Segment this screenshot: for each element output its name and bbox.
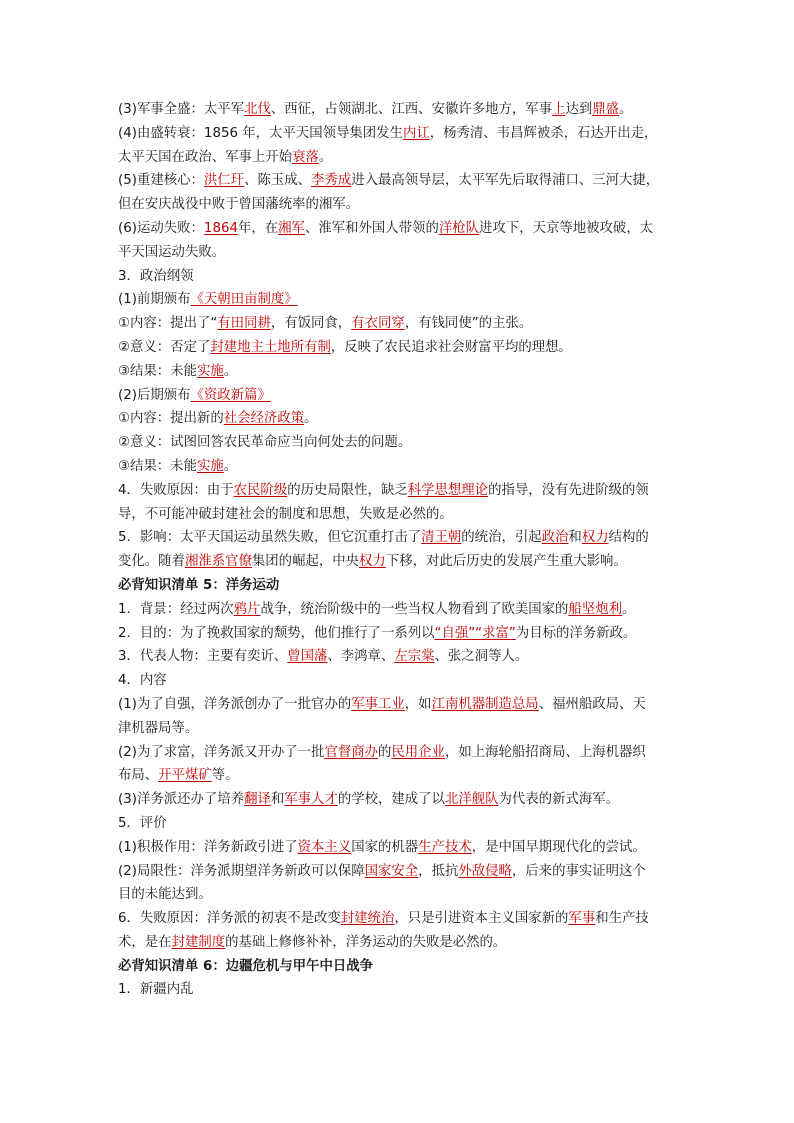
section-content: 4．内容 <box>118 673 167 689</box>
keyword: 科学思想理论 <box>407 482 489 498</box>
failure-cause-line-2: 导，不可能冲破封建社会的制度和思想，失败是必然的。 <box>118 506 453 522</box>
keyword: 内讧 <box>402 125 430 141</box>
late-content-line: ①内容：提出新的社会经济政策。 <box>118 411 318 427</box>
keyword: 军事工业 <box>351 696 405 712</box>
keyword: 洪仁玕 <box>203 173 245 189</box>
rebuild-line-2: 但在安庆战役中败于曾国藩统率的湘军。 <box>118 197 360 213</box>
keyword: 军事 <box>568 911 596 927</box>
keyword: 江南机器制造总局 <box>431 696 539 712</box>
yangwu-failure-line-1: 6．失败原因：洋务派的初衷不是改变封建统治，只是引进资本主义国家新的军事和生产技 <box>118 911 649 927</box>
keyword: 曾国藩 <box>287 649 328 665</box>
keyword: 衰落 <box>292 149 319 165</box>
keyword: 资本主义 <box>297 839 352 855</box>
keyword: 湘军 <box>278 220 305 236</box>
keyword: 北伐 <box>244 102 271 117</box>
keyword: 开平煤矿 <box>158 768 212 784</box>
keyword: 《天朝田亩制度》 <box>190 292 298 308</box>
keyword: 《资政新篇》 <box>190 387 271 403</box>
keyword: 政治 <box>541 530 569 546</box>
failure-line-1: (6)运动失败：1864年，在湘军、淮军和外国人带领的洋枪队进攻下，天京等地被攻破，太 <box>118 220 654 236</box>
keyword: 生产技术 <box>418 839 472 855</box>
self-strength-line-1: (1)为了自强，洋务派创办了一批官办的军事工业，如江南机器制造总局、福州船政局、天 <box>118 696 646 712</box>
schools-line: (3)洋务派还办了培养翻译和军事人才的学校，建成了以北洋舰队为代表的新式海军。 <box>118 792 620 808</box>
keyword: 封建统治 <box>340 911 395 927</box>
keyword: 军事人才 <box>284 792 338 808</box>
xinjiang-line: 1．新疆内乱 <box>118 982 194 998</box>
document-page <box>118 98 686 1002</box>
keyword: 国家安全 <box>364 863 419 879</box>
figures-line: 3．代表人物：主要有奕䜣、曾国藩、李鸿章、左宗棠、张之洞等人。 <box>118 649 529 665</box>
keyword: 民用企业 <box>391 744 445 760</box>
heading-checklist-6: 必背知识清单 6：边疆危机与甲午中日战争 <box>118 958 374 974</box>
purpose-line: 2．目的：为了挽救国家的颓势，他们推行了一系列以“自强”“求富”为目标的洋务新政。 <box>118 625 637 641</box>
early-result-line: ③结果：未能实施。 <box>118 363 238 379</box>
keyword: 李秀成 <box>311 173 352 189</box>
heading-checklist-5: 必背知识清单 5：洋务运动 <box>118 577 280 593</box>
influence-line-1: 5．影响：太平天国运动虽然失败，但它沉重打击了清王朝的统治，引起政治和权力结构的 <box>118 530 649 546</box>
keyword: 1864 <box>203 220 238 236</box>
keyword: 有田同耕 <box>217 316 271 332</box>
keyword: “自强”“求富” <box>434 625 516 641</box>
wealth-line-2: 布局、开平煤矿等。 <box>118 768 239 784</box>
early-content-line: ①内容：提出了“有田同耕，有饭同食，有衣同穿，有钱同使”的主张。 <box>118 316 533 332</box>
keyword: 左宗棠 <box>394 649 435 665</box>
keyword: 船坚炮利 <box>568 601 622 617</box>
keyword: 翻译 <box>244 792 271 808</box>
keyword: 北洋舰队 <box>444 792 499 808</box>
keyword: 洋枪队 <box>438 220 480 236</box>
decline-line-1: (4)由盛转衰：1856 年，太平天国领导集团发生内讧，杨秀清、韦昌辉被杀，石达开出走， <box>118 125 658 141</box>
positive-line: (1)积极作用：洋务新政引进了资本主义国家的机器生产技术，是中国早期现代化的尝试。 <box>118 839 646 855</box>
keyword: 社会经济政策 <box>223 411 305 427</box>
keyword: 权力 <box>581 530 609 546</box>
keyword: 封建地主土地所有制 <box>210 339 331 355</box>
keyword: 湘淮系官僚 <box>184 554 252 570</box>
keyword: 实施 <box>196 363 224 379</box>
late-result-line: ③结果：未能实施。 <box>118 458 238 474</box>
wealth-line-1: (2)为了求富，洋务派又开办了一批官督商办的民用企业，如上海轮船招商局、上海机器织 <box>118 744 646 760</box>
keyword: 农民阶级 <box>233 482 288 498</box>
section-political-program: 3．政治纲领 <box>118 268 194 284</box>
self-strength-line-2: 津机器局等。 <box>118 720 199 736</box>
early-meaning-line: ②意义：否定了封建地主土地所有制，反映了农民追求社会财富平均的理想。 <box>118 339 572 355</box>
limitation-line-1: (2)局限性：洋务派期望洋务新政可以保障国家安全，抵抗外敌侵略，后来的事实证明这个 <box>118 863 646 879</box>
keyword: 清王朝 <box>421 530 462 546</box>
keyword: 权力 <box>359 554 386 570</box>
late-program-line: (2)后期颁布《资政新篇》 <box>118 387 271 403</box>
yangwu-failure-line-2: 术，是在封建制度的基础上修修补补，洋务运动的失败是必然的。 <box>118 934 507 950</box>
keyword: 封建制度 <box>171 934 226 950</box>
military-peak-line: (3)军事全盛：太平军北伐、西征，占领湖北、江西、安徽许多地方，军事上达到鼎盛。 <box>118 102 633 117</box>
keyword: 实施 <box>196 458 224 474</box>
early-program-line: (1)前期颁布《天朝田亩制度》 <box>118 292 298 308</box>
limitation-line-2: 目的未能达到。 <box>118 887 212 903</box>
keyword: 上 <box>552 102 566 117</box>
failure-cause-line-1: 4．失败原因：由于农民阶级的历史局限性，缺乏科学思想理论的指导，没有先进阶级的领 <box>118 482 649 498</box>
rebuild-line-1: (5)重建核心：洪仁玕、陈玉成、李秀成进入最高领导层，太平军先后取得浦口、三河大捷， <box>118 173 660 189</box>
failure-line-2: 平天国运动失败。 <box>118 244 226 260</box>
late-meaning-line: ②意义：试图回答农民革命应当向何处去的问题。 <box>118 435 412 451</box>
influence-line-2: 变化。随着湘淮系官僚集团的崛起，中央权力下移，对此后历史的发展产生重大影响。 <box>118 554 627 570</box>
keyword: 有衣同穿 <box>351 316 405 332</box>
section-evaluation: 5．评价 <box>118 815 167 831</box>
keyword: 外敌侵略 <box>458 863 512 879</box>
decline-line-2: 太平天国在政治、军事上开始衰落。 <box>118 149 333 165</box>
keyword: 鸦片 <box>233 601 261 617</box>
background-line: 1．背景：经过两次鸦片战争，统治阶级中的一些当权人物看到了欧美国家的船坚炮利。 <box>118 601 636 617</box>
keyword: 官督商办 <box>324 744 378 760</box>
keyword: 鼎盛 <box>592 102 620 117</box>
